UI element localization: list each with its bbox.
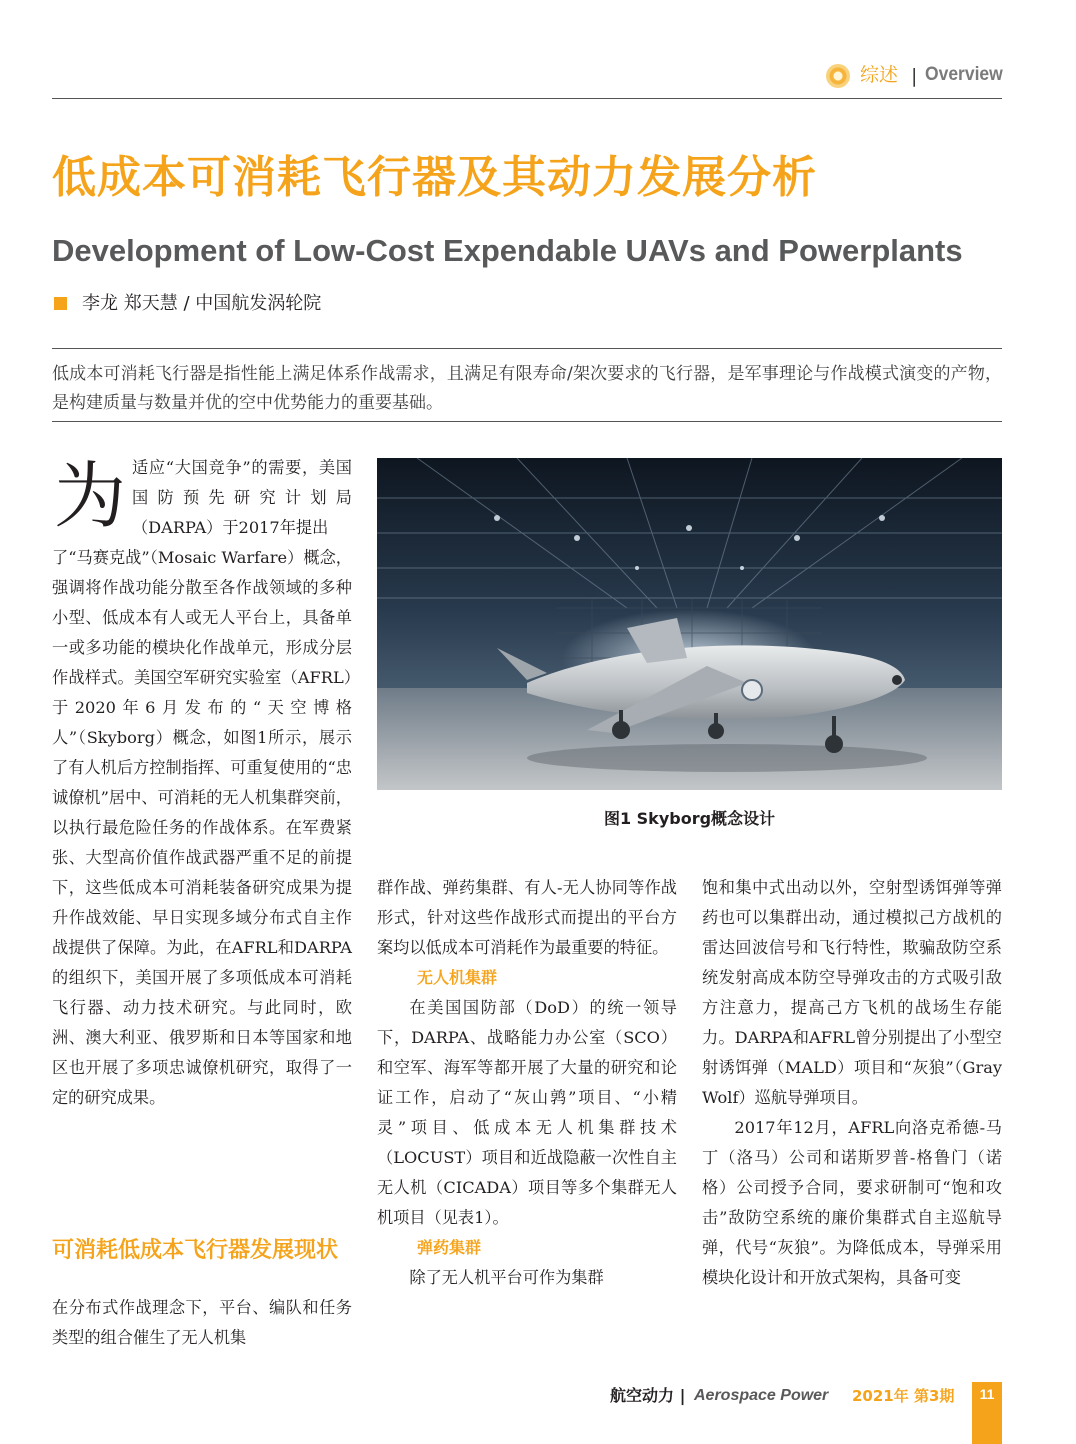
footer-journal-name: 航空动力: [610, 1386, 675, 1405]
skyborg-hangar-illustration: [377, 458, 1002, 790]
subsection-heading-drone-swarm: 无人机集群: [417, 968, 498, 987]
footer-issue: 2021年 第3期: [852, 1387, 955, 1405]
section-label-zh: 综述: [860, 64, 899, 86]
section-paragraph: 在分布式作战理念下，平台、编队和任务类型的组合催生了无人机集: [52, 1298, 352, 1347]
author-line: 李龙 郑天慧 / 中国航发涡轮院: [82, 293, 322, 314]
paragraph: 饱和集中式出动以外，空射型诱饵弹等弹药也可以集群出动，通过模拟己方战机的雷达回波信号和飞行特性，欺骗敌防空系统发射高成本防空导弹攻击的方式吸引敌方注意力，提高己方飞机的战场生存能力。DARPA和AFRL曾分别提出了小型空射诱饵弹（MALD）项目和“灰狼”（Gray Wolf）巡航导弹项目。: [702, 878, 1002, 1107]
paragraph: 在美国国防部（DoD）的统一领导下，DARPA、战略能力办公室（SCO）和空军、海军等都开展了大量的研究和论证工作，启动了“灰山鹑”项目、“小精灵”项目、低成本无人机集群技术（LOCUST）项目和近战隐蔽一次性自主无人机（CICADA）项目等多个集群无人机项目（见表1）。: [377, 998, 677, 1227]
footer-separator: |: [679, 1386, 686, 1405]
article-title-en: Development of Low-Cost Expendable UAVs and Powerplants: [52, 233, 963, 268]
paragraph: 2017年12月，AFRL向洛克希德-马丁（洛马）公司和诺斯罗普-格鲁门（诺格）公司授予合同，要求研制可“饱和攻击”敌防空系统的廉价集群式自主巡航导弹，代号“灰狼”。为降低成本，导弹采用模块化设计和开放式架构，具备可变: [702, 1118, 1002, 1287]
abstract-rule-top: [52, 348, 1002, 349]
column-2: [377, 873, 677, 1293]
abstract: 低成本可消耗飞行器是指性能上满足体系作战需求，且满足有限寿命/架次要求的飞行器，是军事理论与作战模式演变的产物，是构建质量与数量并优的空中优势能力的重要基础。: [52, 364, 1002, 413]
page-number: 11: [972, 1382, 1002, 1444]
author-marker: [54, 297, 67, 310]
intro-paragraph-start: 适应“大国竞争”的需要，美国国防预先研究计划局（DARPA）于2017年提出: [132, 458, 352, 537]
section-heading: 可消耗低成本飞行器发展现状: [52, 1238, 339, 1263]
footer-journal-zh: [610, 1384, 685, 1408]
header-rule: [52, 98, 1002, 99]
figure-caption: 图1 Skyborg概念设计: [603, 809, 776, 828]
figure-image: [377, 458, 1002, 790]
subsection-heading-munition-swarm: 弹药集群: [417, 1238, 482, 1257]
article-title-zh: 低成本可消耗飞行器及其动力发展分析: [52, 152, 817, 203]
paragraph: 除了无人机平台可作为集群: [409, 1268, 604, 1287]
section-separator: |: [911, 65, 918, 87]
paragraph: 群作战、弹药集群、有人-无人协同等作战形式，针对这些作战形式而提出的平台方案均以低成本可消耗作为最重要的特征。: [377, 878, 677, 957]
section-icon: [826, 64, 850, 88]
footer-journal-en: Aerospace Power: [694, 1387, 829, 1404]
column-3: [702, 873, 1002, 1293]
abstract-rule-bottom: [52, 421, 1002, 422]
drop-cap: 为: [54, 454, 127, 538]
intro-paragraph: 了“马赛克战”（Mosaic Warfare）概念，强调将作战功能分散至各作战领域的多种小型、低成本有人或无人平台上，具备单一或多功能的模块化作战单元，形成分层作战样式。美国空军研究实验室（AFRL）于2020年6月发布的“天空博格人”（Skyborg）概念，如图1所示，展示了有人机后方控制指挥、可重复使用的“忠诚僚机”居中、可消耗的无人机集群突前，以执行最危险任务的作战体系。在军费紧张、大型高价值作战武器严重不足的前提下，这些低成本可消耗装备研究成果为提升作战效能、早日实现多域分布式自主作战提供了保障。为此，在AFRL和DARPA的组织下，美国开展了多项低成本可消耗飞行器、动力技术研究。与此同时，欧洲、澳大利亚、俄罗斯和日本等国家和地区也开展了多项忠诚僚机研究，取得了一定的研究成果。: [52, 548, 352, 1107]
section-label-en: Overview: [925, 64, 1003, 85]
